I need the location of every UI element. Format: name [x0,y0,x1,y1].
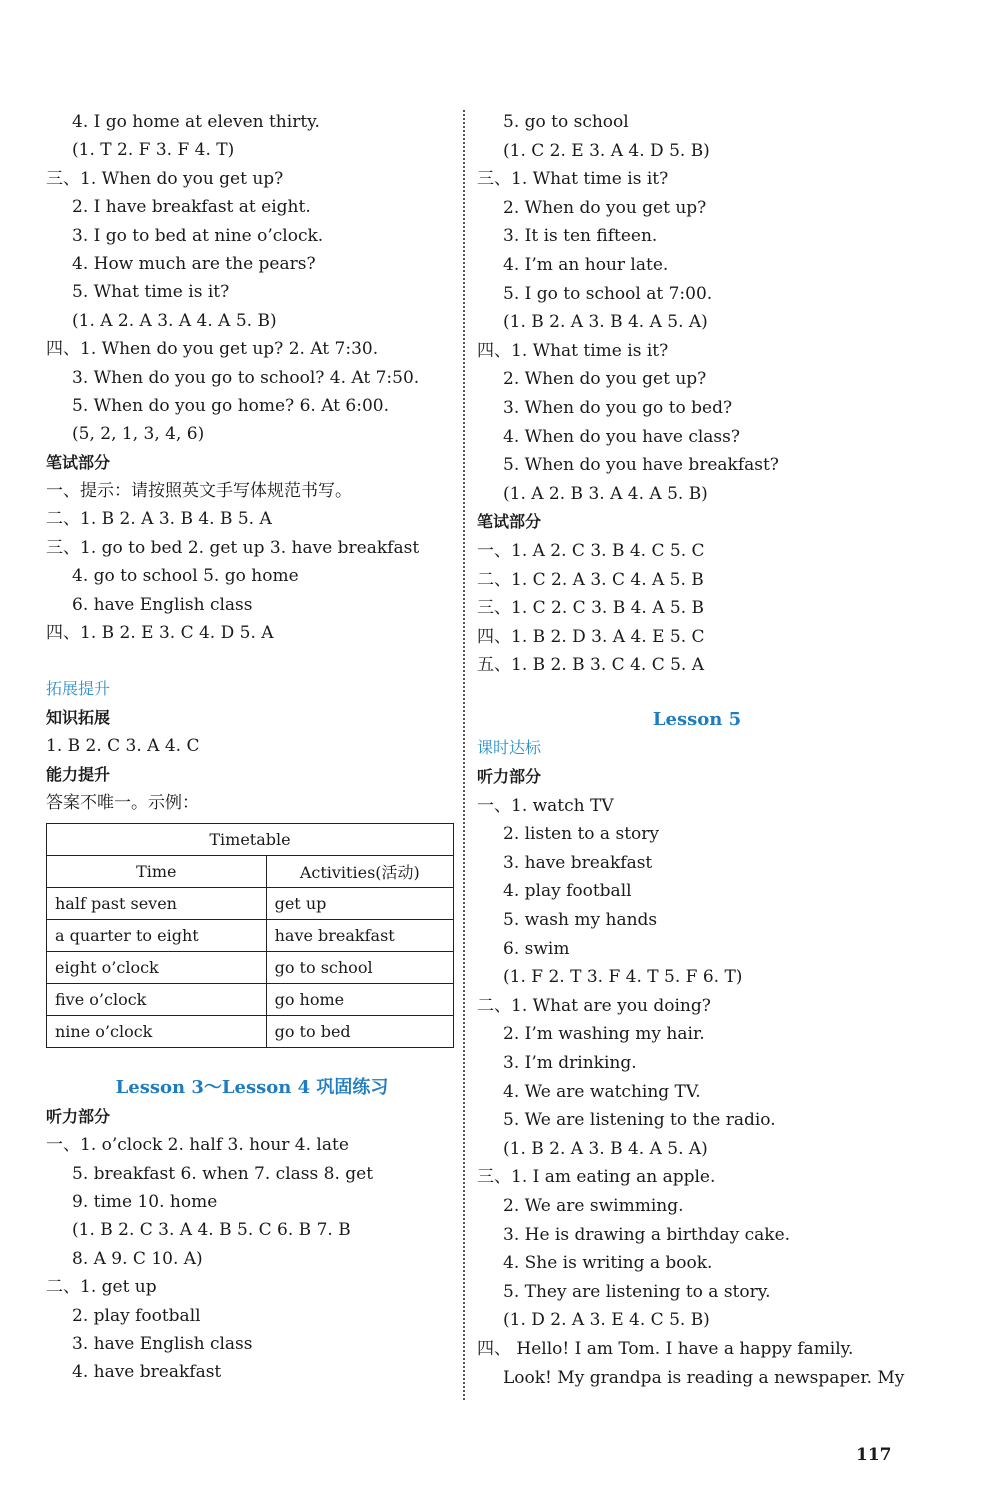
timetable-header-activities: Activities(活动) [266,856,453,888]
answer-line: (1. B 2. A 3. B 4. A 5. A) [503,312,708,333]
answer-line: 4. When do you have class? [503,426,740,447]
answer-line: 3. He is drawing a birthday cake. [503,1224,791,1245]
answer-line: 四、1. B 2. E 3. C 4. D 5. A [46,623,274,644]
section-title-listening: 听力部分 [46,1106,111,1126]
answer-line: 6. have English class [72,594,253,615]
answer-line: 4. She is writing a book. [503,1253,713,1274]
table-cell: a quarter to eight [47,920,267,952]
answer-line: 2. When do you get up? [503,197,707,218]
answer-line: 4. play football [503,881,632,902]
answer-line: 三、1. go to bed 2. get up 3. have breakfast [46,537,420,558]
answer-line: 答案不唯一。示例： [46,792,199,813]
answer-line: 4. We are watching TV. [503,1081,701,1102]
lesson-heading-5: Lesson 5 [652,708,742,730]
answer-line: 5. What time is it? [72,282,230,303]
section-title-written: 笔试部分 [477,512,542,532]
answer-line: 2. We are swimming. [503,1195,684,1216]
answer-line: 3. I’m drinking. [503,1053,637,1073]
answer-line: 5. When do you have breakfast? [503,455,779,476]
page-number: 117 [856,1445,892,1465]
answer-line: 9. time 10. home [72,1191,218,1212]
section-title-ability: 能力提升 [46,764,111,784]
section-title-extension: 拓展提升 [46,679,111,699]
table-cell: nine o’clock [47,1016,267,1048]
answer-line: 3. I go to bed at nine o’clock. [72,225,324,246]
answer-line: 6. swim [503,938,570,959]
answer-line: (1. C 2. E 3. A 4. D 5. B) [503,140,710,161]
answer-line: (1. B 2. A 3. B 4. A 5. A) [503,1138,708,1159]
answer-line: 五、1. B 2. B 3. C 4. C 5. A [477,655,705,676]
answer-line: 3. When do you go to bed? [503,397,733,418]
answer-line: 5. go to school [503,112,629,132]
section-title-written: 笔试部分 [46,452,111,472]
answer-line: 1. B 2. C 3. A 4. C [46,736,200,757]
answer-line: 5. When do you go home? 6. At 6:00. [72,395,389,416]
answer-line: (1. B 2. C 3. A 4. B 5. C 6. B 7. B [72,1220,351,1241]
answer-line: 三、1. I am eating an apple. [477,1167,716,1188]
timetable-header-time: Time [47,856,267,888]
answer-line: 3. have English class [72,1333,253,1354]
answer-line: 一、1. o’clock 2. half 3. hour 4. late [46,1135,349,1156]
answer-line: 4. How much are the pears? [72,253,316,274]
answer-line: 5. They are listening to a story. [503,1281,771,1302]
table-cell: get up [266,888,453,920]
answer-line: 2. listen to a story [503,824,659,845]
section-title-lesson-goal: 课时达标 [477,738,542,758]
table-cell: have breakfast [266,920,453,952]
answer-line: 四、1. When do you get up? 2. At 7:30. [46,339,379,360]
table-cell: eight o’clock [47,952,267,984]
answer-line: 3. have breakfast [503,852,653,873]
table-cell: go home [266,984,453,1016]
answer-line: 2. I have breakfast at eight. [72,197,311,218]
table-cell: go to school [266,952,453,984]
answer-line: (1. A 2. B 3. A 4. A 5. B) [503,483,708,504]
answer-line: 三、1. When do you get up? [46,168,284,189]
answer-line: 一、1. watch TV [477,795,614,816]
answer-line: 8. A 9. C 10. A) [72,1248,203,1269]
answer-line: 三、1. C 2. C 3. B 4. A 5. B [477,598,705,619]
answer-line: 二、1. B 2. A 3. B 4. B 5. A [46,509,272,530]
table-cell: five o’clock [47,984,267,1016]
answer-line: (1. D 2. A 3. E 4. C 5. B) [503,1310,710,1331]
answer-line: (5, 2, 1, 3, 4, 6) [72,424,205,445]
answer-line: 4. have breakfast [72,1362,222,1383]
answer-line: 4. I go home at eleven thirty. [72,112,320,132]
timetable [46,823,454,1048]
answer-line: 5. We are listening to the radio. [503,1110,776,1131]
answer-line: 二、1. get up [46,1277,157,1298]
section-title-listening: 听力部分 [477,767,542,787]
answer-line: 一、提示：请按照英文手写体规范书写。 [46,481,352,502]
table-row [47,1016,454,1048]
answer-line: 4. I’m an hour late. [503,254,669,275]
table-cell: go to bed [266,1016,453,1048]
answer-line: 2. When do you get up? [503,369,707,390]
answer-line: 四、1. B 2. D 3. A 4. E 5. C [477,626,705,647]
table-row [47,920,454,952]
timetable-caption: Timetable [47,824,454,856]
answer-line: 4. go to school 5. go home [72,566,299,587]
answer-line: 3. It is ten fifteen. [503,226,658,247]
answer-line: 5. wash my hands [503,910,658,931]
answer-line: (1. F 2. T 3. F 4. T 5. F 6. T) [503,967,743,988]
table-row [47,952,454,984]
answer-line: 一、1. A 2. C 3. B 4. C 5. C [477,540,705,561]
answer-line: 5. breakfast 6. when 7. class 8. get [72,1163,374,1184]
right-column [477,108,917,1392]
table-row [47,888,454,920]
answer-line: 3. When do you go to school? 4. At 7:50. [72,367,420,388]
answer-line: 2. play football [72,1305,201,1326]
answer-line: 二、1. What are you doing? [477,995,711,1016]
left-column [46,108,458,1387]
answer-line: 2. I’m washing my hair. [503,1024,705,1045]
answer-line: 四、1. What time is it? [477,340,669,361]
lesson-heading-3-4: Lesson 3～Lesson 4 巩固练习 [115,1077,389,1099]
section-title-knowledge: 知识拓展 [46,707,111,727]
answer-line: (1. T 2. F 3. F 4. T) [72,140,235,161]
table-row [47,984,454,1016]
answer-line: Look! My grandpa is reading a newspaper. My [503,1367,905,1388]
answer-line: 四、 Hello! I am Tom. I have a happy family. [477,1338,854,1359]
answer-line: 三、1. What time is it? [477,169,669,190]
answer-line: 5. I go to school at 7:00. [503,283,713,304]
answer-line: (1. A 2. A 3. A 4. A 5. B) [72,310,277,331]
table-cell: half past seven [47,888,267,920]
column-divider [463,110,465,1400]
answer-line: 二、1. C 2. A 3. C 4. A 5. B [477,569,704,590]
